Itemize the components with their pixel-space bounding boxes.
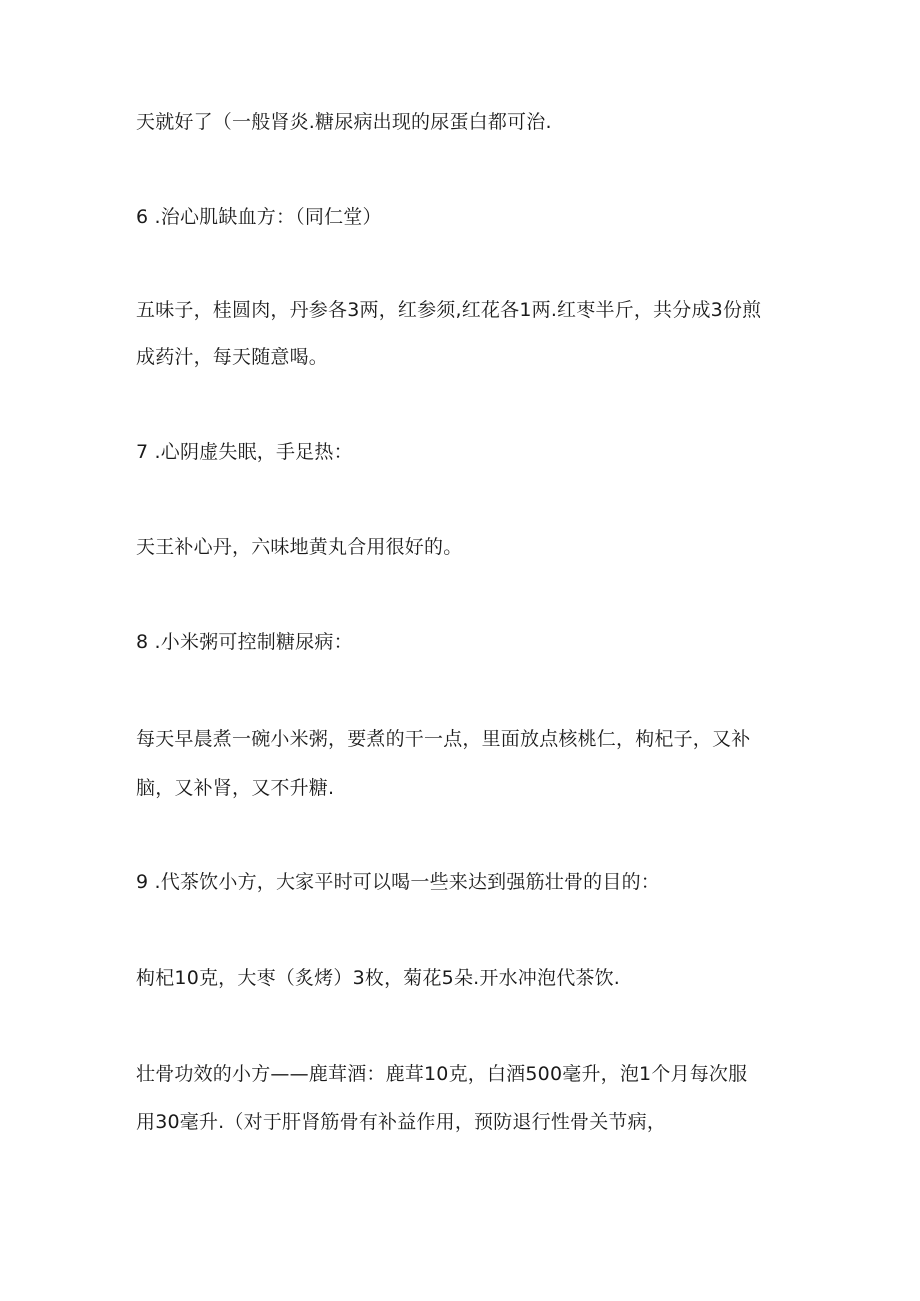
paragraph-line: 每天早晨煮一碗小米粥，要煮的干一点，里面放点核桃仁，枸杞子，又补 [136,728,751,750]
section-heading-8: 8 .小米粥可控制糖尿病： [136,631,353,653]
section-heading-6: 6 .治心肌缺血方：（同仁堂） [136,206,382,228]
paragraph-line: 脑，又补肾，又不升糖. [136,777,335,799]
section-heading-9: 9 .代茶饮小方，大家平时可以喝一些来达到强筋壮骨的目的： [136,871,660,893]
paragraph-line: 五味子，桂圆肉，丹参各3两，红参须,红花各1两.红枣半斤，共分成3份煎 [136,299,762,321]
paragraph-line: 天王补心丹，六味地黄丸合用很好的。 [136,536,463,558]
paragraph-line: 天就好了（一般肾炎.糖尿病出现的尿蛋白都可治. [136,111,552,133]
paragraph-line: 枸杞10克，大枣（炙烤）3枚，菊花5朵.开水冲泡代茶饮. [136,967,621,989]
paragraph-line: 成药汁，每天随意喝。 [136,346,329,368]
section-heading-7: 7 .心阴虚失眠，手足热： [136,441,353,463]
paragraph-line: 壮骨功效的小方——鹿茸酒：鹿茸10克，白酒500毫升，泡1个月每次服 [136,1063,748,1085]
paragraph-line: 用30毫升.（对于肝肾筋骨有补益作用，预防退行性骨关节病， [136,1111,667,1133]
